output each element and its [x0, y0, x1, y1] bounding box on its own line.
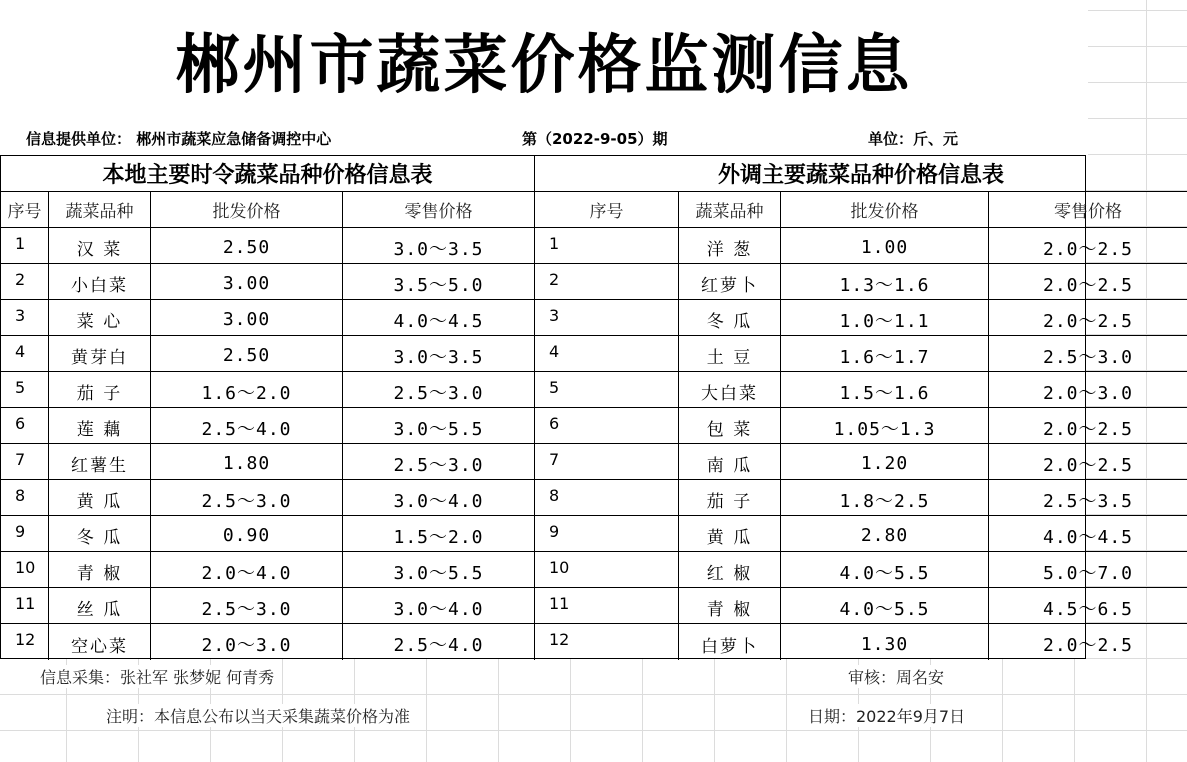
footer-collectors: 信息采集：张社军 张梦妮 何青秀: [38, 665, 276, 688]
local-row-2-no: 2: [1, 264, 49, 300]
local-row-10-no: 10: [1, 552, 49, 588]
local-row-2-wholesale: 3.00: [151, 264, 343, 300]
external-row-7-no: 7: [535, 444, 679, 480]
local-row-7-wholesale: 1.80: [151, 444, 343, 480]
local-row-4-retail: 3.0～3.5: [343, 336, 535, 372]
local-row-5-wholesale: 1.6～2.0: [151, 372, 343, 408]
external-row-3-wholesale: 1.0～1.1: [781, 300, 989, 336]
local-row-12-wholesale: 2.0～3.0: [151, 624, 343, 660]
local-row-10-wholesale: 2.0～4.0: [151, 552, 343, 588]
external-row-9-wholesale: 2.80: [781, 516, 989, 552]
local-row-5-name: 茄 子: [49, 372, 151, 408]
external-row-4-name: 土 豆: [679, 336, 781, 372]
external-row-7-name: 南 瓜: [679, 444, 781, 480]
external-col-retail: 零售价格: [989, 192, 1187, 228]
external-row-12-no: 12: [535, 624, 679, 660]
local-row-8-no: 8: [1, 480, 49, 516]
external-row-11-retail: 4.5～6.5: [989, 588, 1187, 624]
local-row-7-no: 7: [1, 444, 49, 480]
local-row-1-retail: 3.0～3.5: [343, 228, 535, 264]
local-row-6-no: 6: [1, 408, 49, 444]
local-row-9-name: 冬 瓜: [49, 516, 151, 552]
external-row-10-wholesale: 4.0～5.5: [781, 552, 989, 588]
external-row-11-no: 11: [535, 588, 679, 624]
external-row-6-no: 6: [535, 408, 679, 444]
local-row-5-no: 5: [1, 372, 49, 408]
local-row-12-retail: 2.5～4.0: [343, 624, 535, 660]
local-row-5-retail: 2.5～3.0: [343, 372, 535, 408]
external-row-4-retail: 2.5～3.0: [989, 336, 1187, 372]
external-row-3-no: 3: [535, 300, 679, 336]
local-row-3-name: 菜 心: [49, 300, 151, 336]
local-row-9-retail: 1.5～2.0: [343, 516, 535, 552]
local-col-retail: 零售价格: [343, 192, 535, 228]
local-row-7-name: 红薯生: [49, 444, 151, 480]
external-row-11-name: 青 椒: [679, 588, 781, 624]
local-row-3-wholesale: 3.00: [151, 300, 343, 336]
external-row-10-name: 红 椒: [679, 552, 781, 588]
local-row-8-retail: 3.0～4.0: [343, 480, 535, 516]
external-row-1-wholesale: 1.00: [781, 228, 989, 264]
local-row-12-no: 12: [1, 624, 49, 660]
page-title: 郴州市蔬菜价格监测信息: [0, 0, 1088, 120]
info-bar: [0, 120, 1088, 156]
external-row-2-no: 2: [535, 264, 679, 300]
local-row-2-name: 小白菜: [49, 264, 151, 300]
external-row-4-wholesale: 1.6～1.7: [781, 336, 989, 372]
external-row-8-no: 8: [535, 480, 679, 516]
info-unit: 单位：斤、元: [868, 130, 959, 148]
local-row-8-wholesale: 2.5～3.0: [151, 480, 343, 516]
local-row-8-name: 黄 瓜: [49, 480, 151, 516]
external-row-5-no: 5: [535, 372, 679, 408]
external-row-1-no: 1: [535, 228, 679, 264]
local-row-1-wholesale: 2.50: [151, 228, 343, 264]
external-row-1-name: 洋 葱: [679, 228, 781, 264]
external-row-10-retail: 5.0～7.0: [989, 552, 1187, 588]
external-row-6-wholesale: 1.05～1.3: [781, 408, 989, 444]
local-table-heading: 本地主要时令蔬菜品种价格信息表: [1, 156, 535, 192]
local-row-4-no: 4: [1, 336, 49, 372]
external-row-3-name: 冬 瓜: [679, 300, 781, 336]
external-row-9-retail: 4.0～4.5: [989, 516, 1187, 552]
external-table-heading: 外调主要蔬菜品种价格信息表: [535, 156, 1187, 192]
external-row-2-name: 红萝卜: [679, 264, 781, 300]
external-row-1-retail: 2.0～2.5: [989, 228, 1187, 264]
local-row-6-wholesale: 2.5～4.0: [151, 408, 343, 444]
local-row-1-no: 1: [1, 228, 49, 264]
external-row-9-name: 黄 瓜: [679, 516, 781, 552]
external-row-2-wholesale: 1.3～1.6: [781, 264, 989, 300]
local-row-11-name: 丝 瓜: [49, 588, 151, 624]
local-col-name: 蔬菜品种: [49, 192, 151, 228]
local-row-9-no: 9: [1, 516, 49, 552]
external-row-7-retail: 2.0～2.5: [989, 444, 1187, 480]
local-row-11-retail: 3.0～4.0: [343, 588, 535, 624]
local-row-11-wholesale: 2.5～3.0: [151, 588, 343, 624]
external-row-9-no: 9: [535, 516, 679, 552]
local-row-10-retail: 3.0～5.5: [343, 552, 535, 588]
external-row-12-retail: 2.0～2.5: [1042, 635, 1134, 656]
external-row-5-wholesale: 1.5～1.6: [781, 372, 989, 408]
footer-note: 注明：本信息公布以当天采集蔬菜价格为准: [104, 704, 412, 727]
local-row-12-name: 空心菜: [49, 624, 151, 660]
local-row-3-retail: 4.0～4.5: [343, 300, 535, 336]
local-row-3-no: 3: [1, 300, 49, 336]
external-row-5-name: 大白菜: [679, 372, 781, 408]
external-row-8-retail: 2.5～3.5: [989, 480, 1187, 516]
local-col-wholesale: 批发价格: [151, 192, 343, 228]
local-row-2-retail: 3.5～5.0: [343, 264, 535, 300]
external-row-6-retail: 2.0～2.5: [989, 408, 1187, 444]
external-row-10-no: 10: [535, 552, 679, 588]
external-row-6-name: 包 菜: [679, 408, 781, 444]
local-row-1-name: 汉 菜: [49, 228, 151, 264]
footer-signatures: [0, 660, 1088, 690]
external-col-name: 蔬菜品种: [679, 192, 781, 228]
info-provider: 信息提供单位： 郴州市蔬菜应急储备调控中心: [26, 130, 332, 148]
external-col-wholesale: 批发价格: [781, 192, 989, 228]
local-row-4-wholesale: 2.50: [151, 336, 343, 372]
local-row-10-name: 青 椒: [49, 552, 151, 588]
external-row-11-wholesale: 4.0～5.5: [781, 588, 989, 624]
local-row-4-name: 黄芽白: [49, 336, 151, 372]
local-row-11-no: 11: [1, 588, 49, 624]
external-row-5-retail: 2.0～3.0: [989, 372, 1187, 408]
external-row-7-wholesale: 1.20: [781, 444, 989, 480]
local-row-9-wholesale: 0.90: [151, 516, 343, 552]
external-col-no: 序号: [535, 192, 679, 228]
external-row-12-name: 白萝卜: [679, 624, 781, 660]
local-row-6-name: 莲 藕: [49, 408, 151, 444]
footer-notes: [0, 699, 1088, 729]
external-row-4-no: 4: [535, 336, 679, 372]
external-row-12-wholesale: 1.30: [781, 624, 989, 660]
info-period: 第（2022-9-05）期: [522, 130, 668, 148]
external-row-3-retail: 2.0～2.5: [989, 300, 1187, 336]
external-row-8-wholesale: 1.8～2.5: [781, 480, 989, 516]
local-row-7-retail: 2.5～3.0: [343, 444, 535, 480]
external-row-2-retail: 2.0～2.5: [989, 264, 1187, 300]
local-col-no: 序号: [1, 192, 49, 228]
local-row-6-retail: 3.0～5.5: [343, 408, 535, 444]
footer-reviewer: 审核：周名安: [846, 665, 946, 688]
external-row-8-name: 茄 子: [679, 480, 781, 516]
footer-date: 日期：2022年9月7日: [806, 704, 967, 727]
price-table: [0, 155, 1134, 659]
